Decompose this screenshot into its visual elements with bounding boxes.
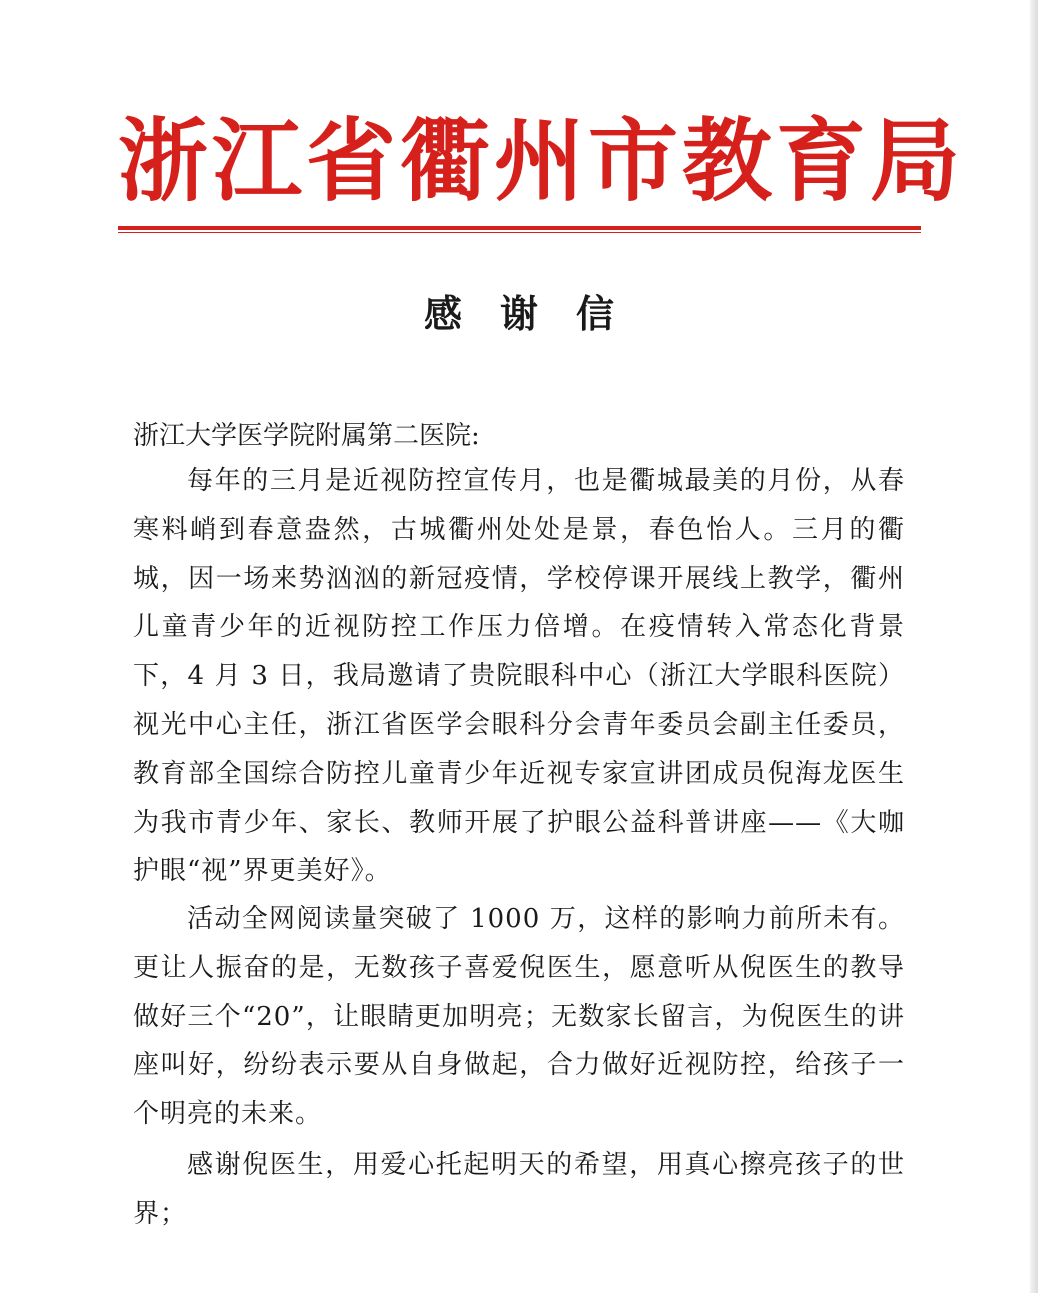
page-edge-shadow [1030, 0, 1038, 1293]
body-paragraph-2: 活动全网阅读量突破了 1000 万，这样的影响力前所未有。更让人振奋的是，无数孩子喜爱倪医生，愿意听从倪医生的教导做好三个“20”，让眼睛更加明亮；无数家长留言，为倪医生的讲座叫好，纷纷表示要从自身做起，合力做好近视防控，给孩子一个明亮的未来。 [133, 904, 905, 1130]
letterhead-divider-thick [118, 226, 921, 230]
letterhead-organization: 浙江省衢州市教育局 [118, 109, 964, 214]
salutation: 浙江大学医学院附属第二医院: [133, 421, 480, 451]
letterhead-divider-thin [118, 232, 921, 233]
body-paragraph-3: 感谢倪医生，用爱心托起明天的希望，用真心擦亮孩子的世界； [133, 1150, 905, 1229]
document-title: 感谢信 [423, 291, 652, 336]
body-paragraph-1: 每年的三月是近视防控宣传月，也是衢城最美的月份，从春寒料峭到春意盎然，古城衢州处处是景，春色怡人。三月的衢城，因一场来势汹汹的新冠疫情，学校停课开展线上教学，衢州儿童青少年的近视防控工作压力倍增。在疫情转入常态化背景下，4 月 3 日，我局邀请了贵院眼科中心（浙江大学眼科医院）视光中心主任，浙江省医学会眼科分会青年委员会副主任委员，教育部全国综合防控儿童青少年近视专家宣讲团成员倪海龙医生为我市青少年、家长、教师开展了护眼公益科普讲座——《大咖护眼“视”界更美好》。 [133, 466, 905, 887]
